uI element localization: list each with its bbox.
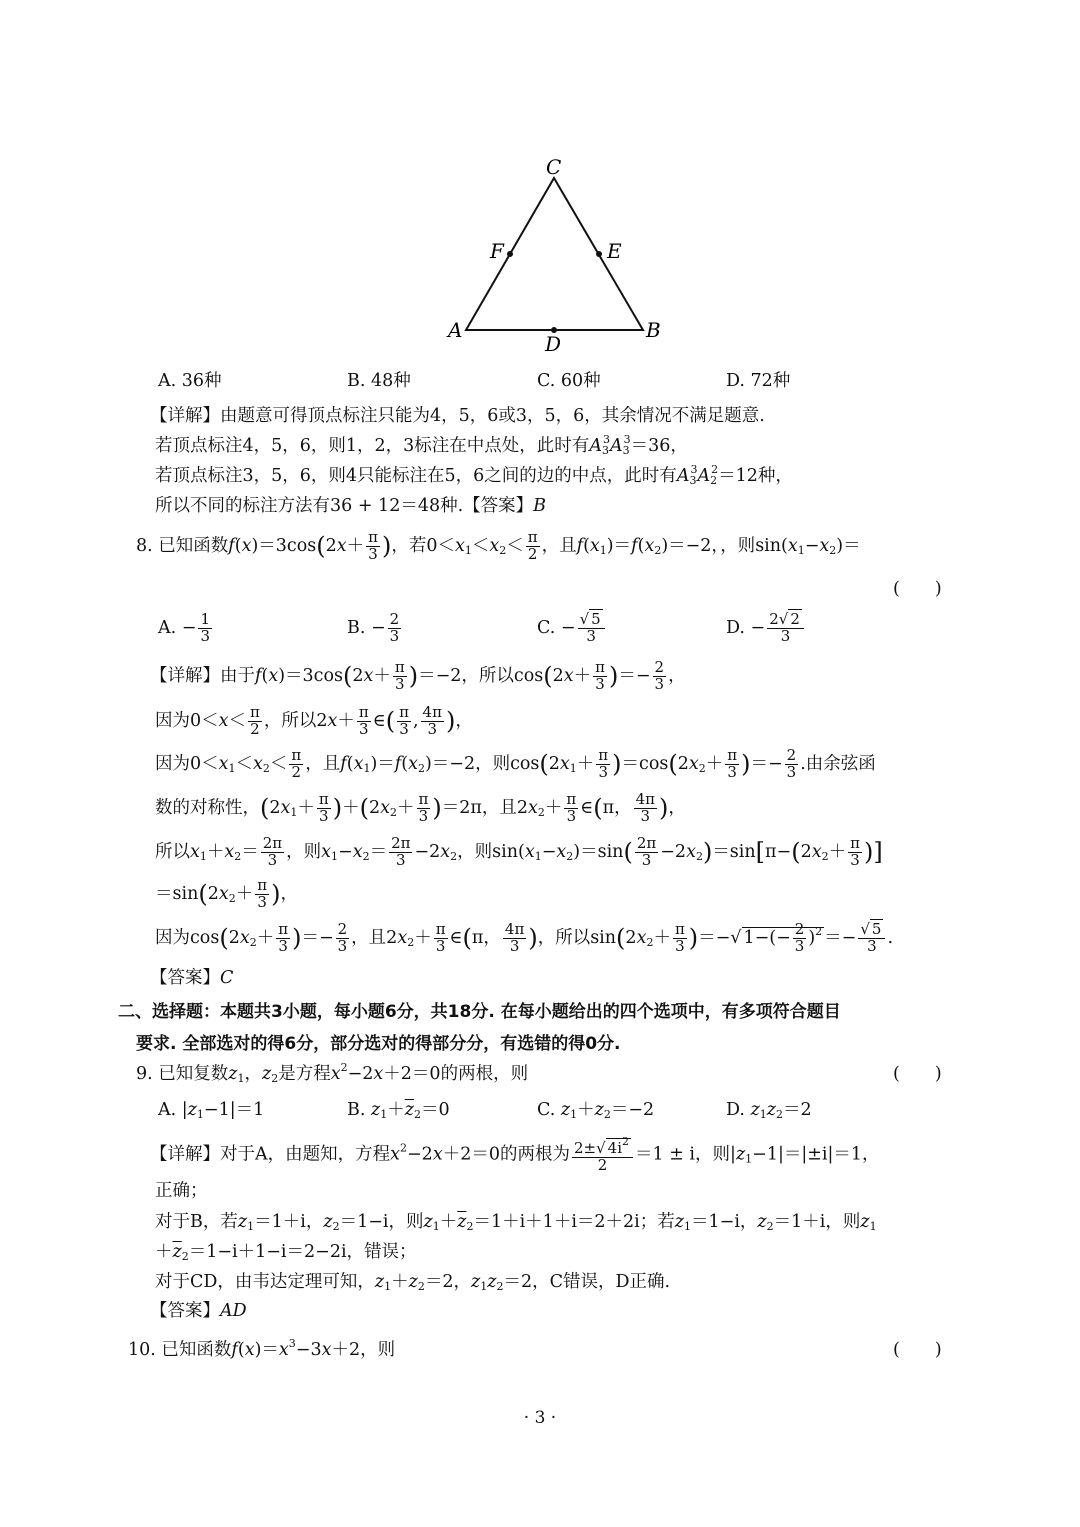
q7-option-c: C. 60种 (537, 371, 601, 391)
explain-text: ＝12种， (718, 466, 793, 486)
q8-explain-line2: 因为0＜x＜ $\frac{\pi}{2}$ ，所以2x＋ $\frac{\pi}{3}$ ∈( $\frac{\pi}{3}$ , $\frac{4\pi}{3}$ )， (155, 703, 473, 738)
q8-option-c: C. − $\frac{√ 5}{3}$ (537, 612, 607, 645)
label-a: A (448, 318, 463, 342)
q7-explain-line3: 若顶点标注3，5，6，则4只能标注在5，6之间的边的中点，此时有$A_3^3A_2^2=12$种， (155, 463, 793, 487)
q8-explain-line1: 【详解】由于f(x)＝3cos(2x＋ $\frac{\pi}{3}$ )＝−2，所以cos(2x＋ $\frac{\pi}{3}$ )＝− $\frac{2}{3}$ ， (150, 658, 686, 693)
q8-option-a: A. − $\frac{1}{3}$ (158, 610, 210, 645)
stem-text: 8. 已知函数 (136, 535, 229, 556)
q9-explain-line1: 【详解】对于A，由题知，方程$x^2-2x+2=0$的两根为 $\frac{2\pm√ 4i^2}{2}$ ＝1 ± i，则$|z_1-1|=|\pm i|=1$， (150, 1135, 880, 1174)
section-2-header-line2: 要求. 全部选对的得6分，部分选对的得部分分，有选错的得0分. (136, 1034, 621, 1054)
label-b: B (646, 318, 661, 342)
q7-explain-line1 (150, 402, 765, 427)
q9-option-c: C. $z_1+z_2=-2$ (537, 1100, 655, 1121)
q9-option-a: A. $|z_1-1|=1$ (158, 1100, 265, 1121)
stem-text: ，则 (720, 535, 756, 556)
q10-stem: 10. 已知函数$f(x)=x^3-3x+2$，则 (128, 1337, 396, 1360)
q10-paren: ( ) (893, 1340, 942, 1360)
q9-explain-line5: 对于CD，由韦达定理可知，$z_1+z_2=2$，$z_1z_2=2$，C错误，D正确. (155, 1272, 671, 1293)
page-number: · 3 · (523, 1408, 557, 1428)
q9-answer: 【答案】AD (150, 1301, 247, 1321)
q8-stem: 8. 已知函数f(x)＝3cos(2x＋ $\frac{\pi}{3}$ )，若$0<x_1<x_2<$ $\frac{\pi}{2}$ ，且$f(x_1)=f(x_2)=-2$，，则$\sin(x_1-x_2)=$ (136, 528, 861, 563)
q9-stem: 9. 已知复数$z_1$，$z_2$是方程$x^2-2x+2=0$的两根，则 (136, 1061, 529, 1085)
explain-text: ＝36， (630, 436, 688, 456)
q8-explain-line6: $=\sin(2x_2+$ $\frac{\pi}{3}$ )， (155, 876, 298, 911)
explain-text: 由题意可得顶点标注只能为4，5，6或3，5，6，其余情况不满足题意. (220, 406, 765, 426)
q7-explain-line4 (155, 492, 546, 517)
answer-value: B (533, 496, 547, 516)
q8-explain-line3: 因为$0<x_1<x_2<$ $\frac{\pi}{2}$ ，且$f(x_1)=f(x_2)=-2$，则$\cos(2x_1+$ $\frac{\pi}{3}$ )$=\cos(2x_2+$ $\frac{\pi}{3}$ )＝− $\frac{2}{3}$ .由余弦函 (155, 746, 876, 781)
q7-explain-line2: 若顶点标注4，5，6，则1，2，3标注在中点处，此时有$A_3^3A_3^3=36$， (155, 433, 688, 457)
label-d: D (545, 332, 562, 356)
q9-explain-line3: 对于B，若$z_1=1+i$，$z_2=1-i$，则$z_1+\overline{z}_2=1+i+1+i=2+2i$；若$z_1=1-i$，$z_2=1+i$，则$z_1$ (155, 1212, 877, 1233)
stem-text: ，若 (391, 535, 427, 556)
q8-option-d: D. − $\frac{2√ 2}{3}$ (726, 612, 806, 645)
explain-text: 若顶点标注3，5，6，则4只能标注在5，6之间的边的中点，此时有 (155, 466, 677, 486)
label-c: C (546, 155, 562, 179)
explain-text: 若顶点标注4，5，6，则1，2，3标注在中点处，此时有 (155, 436, 590, 456)
q7-option-b: B. 48种 (347, 371, 411, 391)
stem-text: ，且 (541, 535, 577, 556)
q8-explain-line7: 因为$\cos(2x_2+$ $\frac{\pi}{3}$ )＝− $\frac{2}{3}$ ，且$2x_2+$ $\frac{\pi}{3}$ ∈(π， $\frac{4\pi}{3}$ )，所以$\sin(2x_2+$ $\frac{\pi}{3}$ )＝−√ 1−(− $\frac{2}{3}$ )$^2$ ＝− $\frac{√ 5}{3}$ . (155, 920, 894, 955)
q8-explain-line5: 所以$x_1+x_2=$ $\frac{2\pi}{3}$ ，则$x_1-x_2=$ $\frac{2\pi}{3}$ $-2x_2$，则$\sin(x_1-x_2)=\sin$( $\frac{2\pi}{3}$ $-2x_2)=\sin[\pi-(2x_2+$ $\frac{\pi}{3}$ )] (155, 834, 883, 869)
explain-text: 所以不同的标注方法有36 + 12＝48种. (155, 496, 464, 516)
q9-paren: ( ) (893, 1064, 942, 1084)
point-e (596, 251, 602, 257)
q8-answer: 【答案】C (150, 968, 234, 988)
q8-option-b: B. − $\frac{2}{3}$ (347, 610, 400, 645)
q7-option-a: A. 36种 (158, 371, 222, 391)
q8-explain-line4: 数的对称性，($2x_1+$ $\frac{\pi}{3}$ )$+(2x_2+$ $\frac{\pi}{3}$ )＝2π，且$2x_2+$ $\frac{\pi}{3}$ ∈(π， $\frac{4\pi}{3}$ )， (155, 790, 686, 825)
triangle-figure (430, 150, 690, 360)
q9-explain-line4: $+\overline{z}_2=1-i+1-i=2-2i$，错误； (155, 1242, 417, 1263)
label-f: F (490, 239, 504, 263)
q9-option-d: D. $z_1z_2=2$ (726, 1100, 812, 1121)
q8-paren: ( ) (893, 579, 942, 599)
label-e: E (607, 239, 622, 263)
answer-tag: 【答案】 (463, 496, 534, 516)
explain-tag: 【详解】 (150, 406, 220, 426)
q9-option-b: B. $z_1+\overline{z}_2=0$ (347, 1100, 450, 1121)
point-f (507, 251, 513, 257)
q9-explain-line2: 正确； (155, 1181, 208, 1201)
section-2-header-line1: 二、选择题：本题共3小题，每小题6分，共18分. 在每小题给出的四个选项中，有多项符合题目 (118, 1002, 841, 1022)
q7-option-d: D. 72种 (726, 371, 791, 391)
